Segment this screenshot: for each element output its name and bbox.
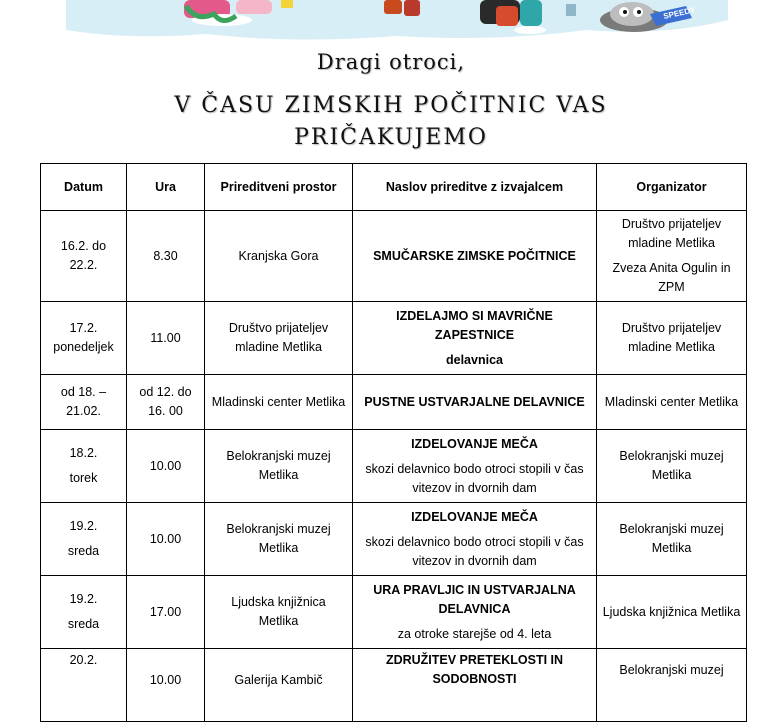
column-header-time: Ura [127,164,205,211]
greeting-heading: Dragi otroci, [316,50,466,74]
headline-line-1: V ČASU ZIMSKIH POČITNIC VAS [174,93,608,118]
table-row [41,375,747,430]
cell-organizer: Belokranjski muzej Metlika [597,503,747,576]
cell-organizer: Belokranjski muzej Metlika [597,430,747,503]
cell-date: 19.2. sreda [41,503,127,576]
cell-venue: Ljudska knjižnica Metlika [205,576,353,649]
cell-time: 17.00 [127,576,205,649]
cell-date: od 18. – 21.02. [41,375,127,430]
events-table [40,163,747,722]
cell-venue: Mladinski center Metlika [205,375,353,430]
table-row [41,302,747,375]
cell-organizer: Društvo prijateljev mladine Metlika [597,302,747,375]
column-header-venue: Prireditveni prostor [205,164,353,211]
header-banner [66,0,728,44]
cell-date: 20.2. [41,649,127,722]
cell-title: ZDRUŽITEV PRETEKLOSTI IN SODOBNOSTI [353,649,597,722]
cell-title: IZDELAJMO SI MAVRIČNE ZAPESTNICE delavnica [353,302,597,375]
headline-line-2: PRIČAKUJEMO [294,125,488,150]
table-row [41,503,747,576]
cell-title: SMUČARSKE ZIMSKE POČITNICE [353,211,597,302]
cell-time: 8.30 [127,211,205,302]
main-headline [0,90,782,154]
cell-title: PUSTNE USTVARJALNE DELAVNICE [353,375,597,430]
cell-venue: Galerija Kambič [205,649,353,722]
cell-date: 19.2. sreda [41,576,127,649]
cell-date: 16.2. do 22.2. [41,211,127,302]
cell-organizer: Ljudska knjižnica Metlika [597,576,747,649]
column-header-title: Naslov prireditve z izvajalcem [353,164,597,211]
cell-time: 11.00 [127,302,205,375]
cell-date: 18.2. torek [41,430,127,503]
cell-time: 10.00 [127,430,205,503]
speedy-label: SPEEDY [662,5,697,21]
table-row [41,430,747,503]
cell-organizer: Društvo prijateljev mladine Metlika Zveza Anita Ogulin in ZPM [597,211,747,302]
table-row [41,211,747,302]
cell-time: 10.00 [127,649,205,722]
column-header-organizer: Organizator [597,164,747,211]
cell-time: 10.00 [127,503,205,576]
cell-time: od 12. do 16. 00 [127,375,205,430]
table-row [41,576,747,649]
cell-venue: Društvo prijateljev mladine Metlika [205,302,353,375]
cell-organizer: Mladinski center Metlika [597,375,747,430]
cell-date: 17.2. ponedeljek [41,302,127,375]
cell-organizer: Belokranjski muzej [597,649,747,722]
cell-title: IZDELOVANJE MEČA skozi delavnico bodo otroci stopili v čas vitezov in dvornih dam [353,503,597,576]
table-row [41,649,747,722]
cell-venue: Kranjska Gora [205,211,353,302]
table-header-row [41,164,747,211]
cell-venue: Belokranjski muzej Metlika [205,430,353,503]
column-header-date: Datum [41,164,127,211]
cell-title: URA PRAVLJIC IN USTVARJALNA DELAVNICA za otroke starejše od 4. leta [353,576,597,649]
cell-venue: Belokranjski muzej Metlika [205,503,353,576]
cell-title: IZDELOVANJE MEČA skozi delavnico bodo otroci stopili v čas vitezov in dvornih dam [353,430,597,503]
